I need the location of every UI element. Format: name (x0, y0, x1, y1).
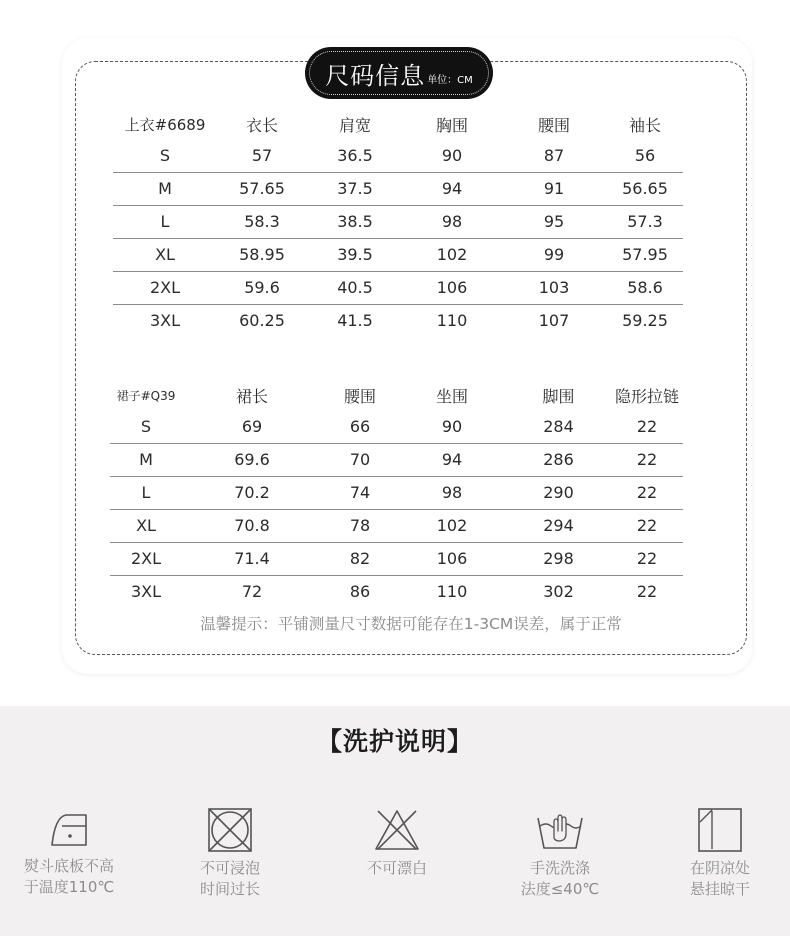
header-cell: 腰围 (343, 386, 376, 406)
table-row (113, 271, 683, 304)
iron-icon (46, 806, 92, 852)
skirt-label-prefix: 裙子 (116, 388, 141, 403)
value-cell: 110 (436, 582, 468, 602)
skirt-table-header (110, 380, 683, 410)
value-cell: 99 (543, 245, 565, 264)
value-cell: 94 (441, 450, 463, 469)
header-cell: 衣长 (245, 115, 278, 135)
size-cell: L (160, 212, 170, 231)
value-cell: 59.6 (244, 278, 280, 297)
value-cell: 60.25 (239, 311, 285, 331)
value-cell: 58.3 (244, 212, 280, 231)
size-cell: XL (136, 516, 156, 535)
size-cell: 2XL (130, 549, 162, 568)
size-cell: L (141, 483, 151, 502)
care-text-line: 时间过长 (199, 880, 260, 898)
care-text-line: 悬挂晾干 (689, 880, 750, 898)
value-cell: 22 (636, 483, 658, 502)
table-row (113, 205, 683, 238)
top-size-table (113, 109, 683, 337)
value-cell: 78 (349, 516, 371, 535)
care-text-line: 不可浸泡 (199, 859, 260, 877)
table-row (110, 410, 683, 443)
no-tumble-dry-icon (206, 806, 254, 854)
value-cell: 102 (436, 516, 468, 535)
value-cell: 57.3 (627, 212, 663, 231)
value-cell: 284 (543, 416, 574, 436)
value-cell: 90 (441, 145, 463, 165)
value-cell: 106 (436, 549, 468, 568)
value-cell: 66 (349, 416, 371, 436)
size-cell: 3XL (130, 582, 162, 602)
size-cell: 3XL (149, 311, 181, 331)
value-cell: 38.5 (337, 212, 373, 231)
value-cell: 302 (543, 582, 574, 602)
top-table-header (113, 109, 683, 139)
care-item-iron (4, 806, 134, 898)
table-row (110, 509, 683, 542)
value-cell: 71.4 (234, 549, 270, 568)
top-label-prefix: 上衣 (124, 115, 155, 134)
table-row (113, 304, 683, 337)
value-cell: 87 (543, 145, 565, 165)
care-text-line: 不可漂白 (366, 859, 427, 877)
care-instructions-section (0, 706, 790, 936)
value-cell: 22 (636, 450, 658, 469)
care-text-line: 手洗洗涤 (529, 859, 590, 877)
value-cell: 40.5 (337, 278, 373, 297)
value-cell: 57 (251, 145, 273, 165)
header-cell: 胸围 (435, 115, 468, 135)
measurement-tip: 温馨提示：平铺测量尺寸数据可能存在1-3CM误差，属于正常 (200, 615, 622, 633)
value-cell: 57.65 (239, 179, 285, 198)
no-bleach-icon (373, 806, 421, 854)
size-unit-label: 单位：CM (427, 74, 473, 86)
size-cell: M (158, 179, 172, 198)
size-cell: S (140, 416, 152, 436)
value-cell: 58.95 (239, 245, 285, 264)
value-cell: 59.25 (622, 311, 668, 331)
table-row (113, 139, 683, 172)
value-cell: 57.95 (622, 245, 668, 264)
value-cell: 70.8 (234, 516, 270, 535)
value-cell: 22 (636, 549, 658, 568)
shade-dry-icon (696, 806, 744, 854)
size-cell: M (139, 450, 153, 469)
value-cell: 69.6 (234, 450, 270, 469)
value-cell: 91 (543, 179, 565, 198)
value-cell: 69 (241, 416, 263, 436)
header-cell: 裙长 (235, 386, 268, 406)
value-cell: 94 (441, 179, 463, 198)
table-row (110, 575, 683, 608)
size-info-title-badge (305, 47, 493, 99)
table-row (113, 238, 683, 271)
value-cell: 95 (543, 212, 565, 231)
value-cell: 110 (436, 311, 468, 331)
header-cell: 隐形拉链 (614, 386, 679, 406)
value-cell: 56.65 (622, 179, 668, 198)
care-item-hand-wash (495, 806, 625, 900)
value-cell: 294 (543, 516, 574, 535)
value-cell: 58.6 (627, 278, 663, 297)
value-cell: 72 (241, 582, 263, 602)
value-cell: 98 (441, 483, 463, 502)
care-text-line: 在阴凉处 (689, 859, 750, 877)
care-text-line: 熨斗底板不高 (23, 857, 114, 875)
value-cell: 107 (538, 311, 570, 331)
value-cell: 290 (543, 483, 574, 502)
value-cell: 41.5 (337, 311, 373, 331)
value-cell: 37.5 (337, 179, 373, 198)
size-info-title: 尺码信息 (325, 61, 426, 90)
header-cell: 脚围 (542, 386, 575, 406)
header-cell: 腰围 (537, 115, 570, 135)
table-row (113, 172, 683, 205)
value-cell: 22 (636, 416, 658, 436)
value-cell: 98 (441, 212, 463, 231)
hand-wash-icon (535, 806, 585, 854)
size-cell: 2XL (149, 278, 181, 297)
care-item-shade-dry (655, 806, 785, 900)
value-cell: 70.2 (234, 483, 270, 502)
value-cell: 70 (349, 450, 371, 469)
value-cell: 102 (436, 245, 468, 264)
value-cell: 39.5 (337, 245, 373, 264)
skirt-size-table (110, 380, 683, 608)
top-product-label (113, 109, 217, 139)
care-item-no-soak (165, 806, 295, 900)
table-row (110, 542, 683, 575)
value-cell: 22 (636, 516, 658, 535)
size-cell: S (159, 145, 171, 165)
header-cell: 袖长 (628, 115, 661, 135)
header-cell: 肩宽 (338, 115, 371, 135)
value-cell: 22 (636, 582, 658, 602)
skirt-product-label (110, 380, 182, 410)
header-cell: 坐围 (435, 386, 468, 406)
care-item-no-bleach (332, 806, 462, 879)
value-cell: 82 (349, 549, 371, 568)
care-title: 【洗护说明】 (316, 727, 473, 756)
skirt-label-code: #Q39 (140, 388, 176, 403)
care-text-line: 于温度110℃ (23, 878, 115, 896)
value-cell: 86 (349, 582, 371, 602)
table-row (110, 443, 683, 476)
table-row (110, 476, 683, 509)
value-cell: 74 (349, 483, 371, 502)
value-cell: 36.5 (337, 145, 373, 165)
size-cell: XL (155, 245, 175, 264)
value-cell: 103 (538, 278, 570, 297)
top-label-code: #6689 (154, 115, 206, 134)
value-cell: 298 (543, 549, 574, 568)
value-cell: 106 (436, 278, 468, 297)
value-cell: 56 (634, 145, 656, 165)
value-cell: 286 (543, 450, 574, 469)
value-cell: 90 (441, 416, 463, 436)
care-text-line: 法度≤40℃ (520, 880, 600, 898)
